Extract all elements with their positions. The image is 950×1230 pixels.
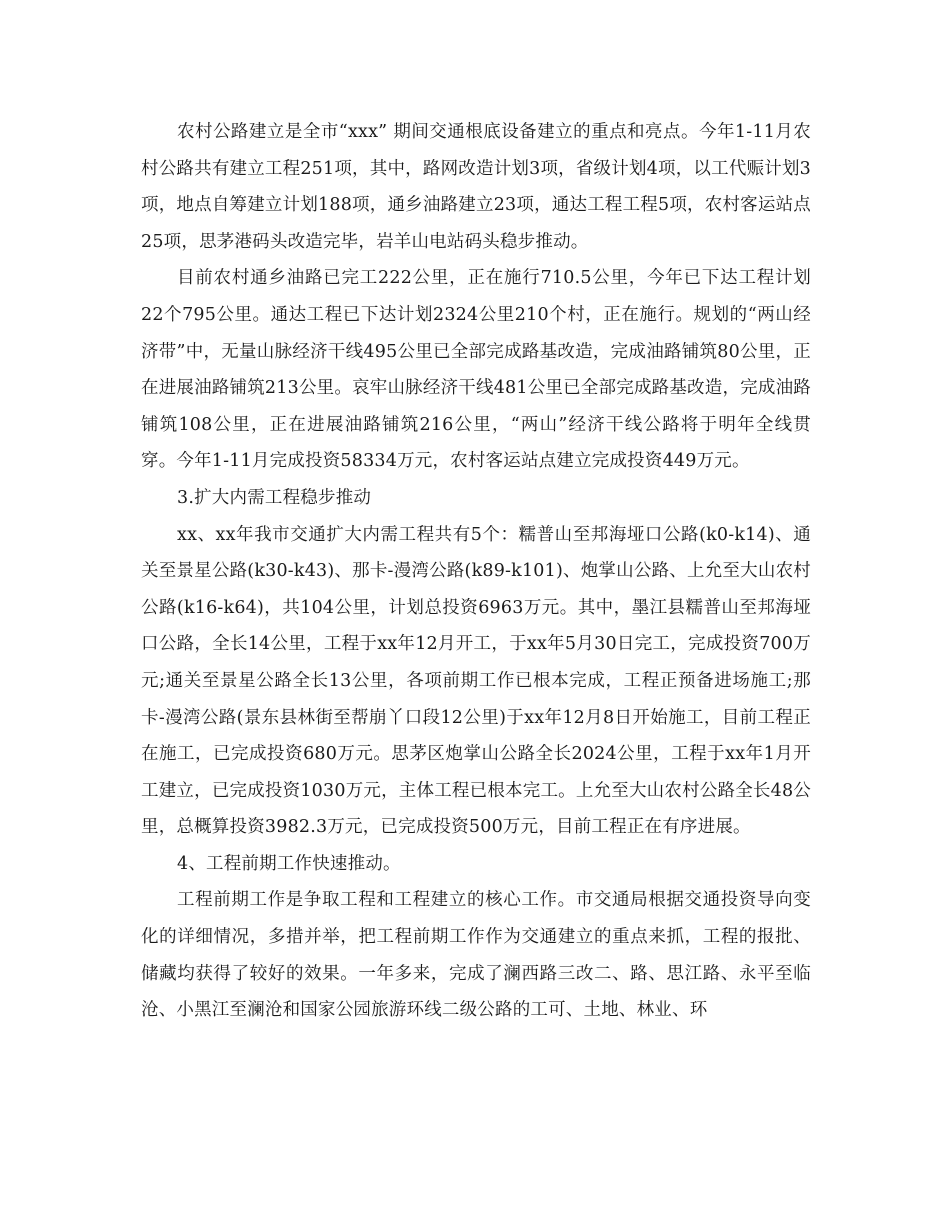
heading-preliminary-work: 4、工程前期工作快速推动。 <box>177 853 401 874</box>
paragraph-domestic-demand-projects: xx、xx年我市交通扩大内需工程共有5个：糯普山至邦海垭口公路(k0-k14)、通关至景星公路(k30-k43)、那卡-漫湾公路(k89-k101)、炮掌山公路、上允至大山农村公路(k16-k64)，共104公里，计划总投资6963万元。其中，墨江县糯普山至邦海垭口公路，全长14公里，工程于xx年12月开工，于xx年5月30日完工，完成投资700万元;通关至景星公路全长13公里，各项前期工作已根本完成，工程正预备进场施工;那卡-漫湾公路(景东县林街至帮崩丫口段12公里)于xx年12月8日开始施工，目前工程正在施工，已完成投资680万元。思茅区炮掌山公路全长2024公里，工程于xx年1月开工建立，已完成投资1030万元，主体工程已根本完工。上允至大山农村公路全长48公里，总概算投资3982.3万元，已完成投资500万元，目前工程正在有序进展。 <box>141 524 811 838</box>
document-page <box>141 114 811 1029</box>
paragraph-township-roads: 目前农村通乡油路已完工222公里，正在施行710.5公里，今年已下达工程计划22个795公里。通达工程已下达计划2324公里210个村，正在施行。规划的“两山经济带”中，无量山脉经济干线495公里已全部完成路基改造，完成油路铺筑80公里，正在进展油路铺筑213公里。哀牢山脉经济干线481公里已全部完成路基改造，完成油路铺筑108公里，正在进展油路铺筑216公里，“两山”经济干线公路将于明年全线贯穿。今年1-11月完成投资58334万元，农村客运站点建立完成投资449万元。 <box>141 268 811 472</box>
paragraph-preliminary-work: 工程前期工作是争取工程和工程建立的核心工作。市交通局根据交通投资导向变化的详细情况，多措并举，把工程前期工作作为交通建立的重点来抓，工程的报批、储藏均获得了较好的效果。一年多来，完成了澜西路三改二、路、思江路、永平至临沧、小黑江至澜沧和国家公园旅游环线二级公路的工可、土地、林业、环 <box>141 890 811 1021</box>
paragraph-rural-roads: 农村公路建立是全市“xxx” 期间交通根底设备建立的重点和亮点。今年1-11月农村公路共有建立工程251项，其中，路网改造计划3项，省级计划4项，以工代赈计划3项，地点自筹建立计划188项，通乡油路建立23项，通达工程工程5项，农村客运站点25项，思茅港码头改造完毕，岩羊山电站码头稳步推动。 <box>141 122 811 252</box>
heading-domestic-demand: 3.扩大内需工程稳步推动 <box>177 487 372 508</box>
